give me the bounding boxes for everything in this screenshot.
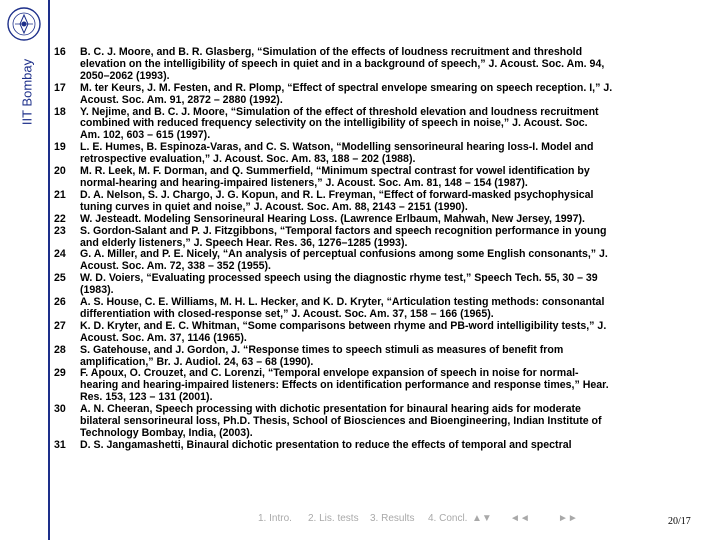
reference-item: [54, 321, 694, 345]
reference-text: M. ter Keurs, J. M. Festen, and R. Plomp, “Effect of spectral envelope smearing on speech reception. I,” J. Acoust. Soc. Am. 91, 2872 – 2880 (1992).: [80, 81, 613, 106]
institution-title-text: IIT Bombay: [19, 58, 35, 126]
reference-text: A. S. House, C. E. Williams, M. H. L. Hecker, and K. D. Kryter, “Articulation testing methods: consonantal differentiation with closed-response set,” J. Acoust. Soc. Am. 37, 158 – 166 (1965).: [80, 296, 605, 320]
iit-bombay-logo-icon: [6, 6, 42, 42]
reference-number: 25: [54, 272, 66, 285]
reference-text: S. Gatehouse, and J. Gordon, J. “Response times to speech stimuli as measures of benefit from amplification,” Br. J. Audiol. 24, 63 – 68 (1990).: [80, 343, 564, 368]
reference-item: [54, 404, 694, 440]
reference-number: 28: [54, 343, 66, 356]
reference-text: K. D. Kryter, and E. C. Whitman, “Some comparisons between rhyme and PB-word intelligibility tests,” J. Acoust. Soc. Am. 37, 1146 (1965).: [80, 319, 607, 344]
reference-number: 31: [54, 438, 66, 451]
reference-number: 30: [54, 403, 66, 416]
reference-text: Y. Nejime, and B. C. J. Moore, “Simulation of the effect of threshold elevation and loudness recruitment combined with reduced frequency selectivity on the intelligibility of speech in noise,” J. Acoust. Soc. Am. 102, 603 – 615 (1997).: [80, 105, 599, 142]
sidebar-divider: [48, 0, 50, 540]
reference-text: L. E. Humes, B. Espinoza-Varas, and C. S. Watson, “Modelling sensorineural hearing loss-I. Model and retrospective evaluation,” J. Acoust. Soc. Am. 83, 188 – 202 (1988).: [80, 141, 594, 166]
reference-number: 23: [54, 224, 66, 237]
reference-item: [54, 107, 694, 143]
reference-item: [54, 273, 694, 297]
nav-up-down-icon[interactable]: ▲▼: [472, 513, 492, 524]
reference-item: [54, 166, 694, 190]
reference-text: W. D. Voiers, “Evaluating processed speech using the diagnostic rhyme test,” Speech Tech. 55, 30 – 39 (1983).: [80, 272, 598, 297]
reference-text: S. Gordon-Salant and P. J. Fitzgibbons, “Temporal factors and speech recognition performance in young and elderly listeners,” J. Speech Hear. Res. 36, 1276–1285 (1993).: [80, 224, 607, 249]
nav-intro-link[interactable]: 1. Intro.: [258, 513, 292, 524]
reference-item: [54, 47, 694, 83]
nav-forward-icon[interactable]: ►►: [558, 513, 578, 524]
institution-title: [12, 42, 42, 142]
reference-text: A. N. Cheeran, Speech processing with dichotic presentation for binaural hearing aids for moderate bilateral sensorineural loss, Ph.D. Thesis, School of Biosciences and Bioengineering, Indian Institute of Technology Bombay, India, (2003).: [80, 403, 602, 439]
nav-conclusion-link[interactable]: 4. Concl.: [428, 513, 468, 524]
reference-item: [54, 249, 694, 273]
reference-text: B. C. J. Moore, and B. R. Glasberg, “Simulation of the effects of loudness recruitment and threshold elevation on the intelligibility of speech in quiet and in a background of speech,” J. Acoust. Soc. Am. 94, 2050–2062 (1993).: [80, 46, 605, 82]
reference-number: 27: [54, 319, 66, 332]
reference-number: 24: [54, 248, 66, 261]
reference-text: D. A. Nelson, S. J. Chargo, J. G. Kopun, and R. L. Freyman, “Effect of forward-masked psychophysical tuning curves in quiet and noise,” J. Acoust. Soc. Am. 88, 2143 – 2151 (1990).: [80, 188, 594, 213]
reference-number: 16: [54, 46, 66, 58]
page-number: 20/17: [668, 516, 691, 527]
reference-number: 17: [54, 81, 66, 94]
reference-item: [54, 214, 694, 226]
reference-number: 29: [54, 367, 66, 380]
reference-number: 20: [54, 165, 66, 178]
reference-text: D. S. Jangamashetti, Binaural dichotic presentation to reduce the effects of temporal and spectral: [80, 438, 572, 451]
reference-number: 18: [54, 105, 66, 118]
nav-back-icon[interactable]: ◄◄: [510, 513, 530, 524]
reference-number: 21: [54, 188, 66, 201]
reference-item: [54, 142, 694, 166]
footer-navigation: [200, 513, 600, 527]
reference-number: 26: [54, 296, 66, 309]
reference-item: [54, 345, 694, 369]
reference-text: W. Jesteadt. Modeling Sensorineural Hearing Loss. (Lawrence Erlbaum, Mahwah, New Jersey, 1997).: [80, 212, 585, 225]
reference-number: 22: [54, 212, 66, 225]
reference-item: [54, 368, 694, 404]
reference-list: [54, 47, 694, 452]
nav-listening-tests-link[interactable]: 2. Lis. tests: [308, 513, 359, 524]
nav-results-link[interactable]: 3. Results: [370, 513, 415, 524]
reference-item: [54, 226, 694, 250]
sidebar: [0, 0, 50, 540]
reference-text: G. A. Miller, and P. E. Nicely, “An analysis of perceptual confusions among some English consonants,” J. Acoust. Soc. Am. 72, 338 – 352 (1955).: [80, 248, 608, 273]
reference-number: 19: [54, 141, 66, 154]
reference-item: [54, 297, 694, 321]
reference-text: M. R. Leek, M. F. Dorman, and Q. Summerfield, “Minimum spectral contrast for vowel identification by normal-hearing and hearing-impaired listeners,” J. Acoust. Soc. Am. 81, 148 – 154 (1987).: [80, 165, 590, 189]
reference-text: F. Apoux, O. Crouzet, and C. Lorenzi, “Temporal envelope expansion of speech in noise for normal- hearing and hearing-impaired listeners: Effects on identification performance and response times,” Hear. Res. 153, 123 – 131 (2001).: [80, 367, 609, 404]
reference-item: [54, 83, 694, 107]
reference-item: [54, 190, 694, 214]
reference-item: [54, 440, 694, 452]
